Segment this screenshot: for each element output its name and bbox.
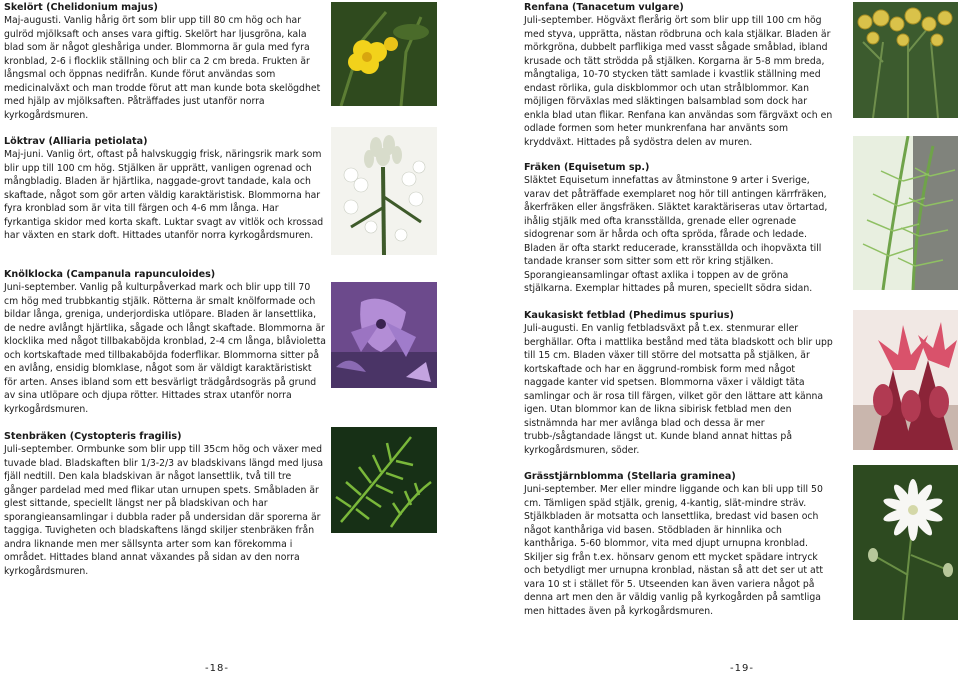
photo-stenbraken [331,427,437,533]
photo-knolklocka [331,282,437,388]
photo-renfana [853,2,958,118]
entry-title: Grässtjärnblomma (Stellaria graminea) [524,471,736,482]
pink-sedum-icon [853,310,958,450]
entry-knolklocka [4,268,326,416]
entry-title: Stenbräken (Cystopteris fragilis) [4,431,182,442]
entry-text: Maj-juni. Vanlig ört, oftast på halvskuggig frisk, näringsrik mark som blir upp till 100 cm hög. Stjälken är upprätt, vanligen ogrenad och mångbladig. Bladen är hjärtlika, naggade-grovt tandade, kala och skaftade, något som gör arten väldig karaktäristisk. Blommorna har fyra kronblad som är vita till färgen och 4-6 mm långa. Har fyrkantiga skidor med korta skaft. Luktar svagt av vitlök och krossad har växten en stark doft. Hittades utanför norra kyrkogårdsmuren. [4,149,324,242]
photo-fetblad [853,310,958,450]
right-page [480,0,960,676]
entry-grasstjarnblomma [524,470,834,618]
entry-loktrav [4,135,326,243]
entry-title: Renfana (Tanacetum vulgare) [524,2,684,13]
page-number: -18- [205,663,229,674]
entry-fetblad [524,309,834,457]
entry-text: Släktet Equisetum innefattas av åtminstone 9 arter i Sverige, varav det påträffade exemplaret nog hör till antingen kärrfräken, åkerfräken eller ängsfräken. Släktet karaktäriseras utav örtartad, ihålig stjälk med ofta kransställda, grenade eller ogrenade sidogrenar som är hårda och ofta spröda, fårade och ledade. Bladen är ofta starkt reducerade, kransställda och ihopväxta till tandade kranser som sitter som ett rör kring stjälken. Sporangieansamlingar oftast axlika i toppen av de gröna stjälkarna. Exemplar hittades på muren, speciellt södra sidan. [524,175,828,295]
entry-title: Knölklocka (Campanula rapunculoides) [4,269,216,280]
photo-grasstjarnblomma [853,465,958,620]
photo-skelort [331,2,437,106]
entry-text: Juni-september. Vanlig på kulturpåverkad mark och blir upp till 70 cm hög med trubbkantig stjälk. Rötterna är smalt knölformade och bildar långa, greniga, underjordiska utlöpare. Bladen är lansettlika, de nedre avlångt hjärtlika, sågade och långt skaftade. Blommorna är klocklika med något tillbakaböjda kronblad, 2-4 cm långa, blåvioletta och kortskaftade med tillbakaböjda foderflikar. Blommorna sitter på en avlång, ensidig blomklase, något som är väldigt karaktäristiskt för arten. Anses ibland som ett besvärligt trädgårdsogräs på grund av sina utlöpare och djupa rötter. Hittades strax utanför norra kyrkogårdsmuren. [4,282,326,415]
yellow-button-flowers-icon [853,2,958,118]
entry-skelort [4,1,326,122]
photo-loktrav [331,127,437,255]
entry-text: Juli-september. Ormbunke som blir upp till 35cm hög och växer med tuvade blad. Bladskaften blir 1/3-2/3 av bladskivans längd med ljusa fjäll nedtill. Den kala bladskivan är något lansettlik, två till tre gånger pardelad med med flikar utan urnupen spets. Småbladen är glest sittande, speciellt längst ner på bladskivan och har sporangieansamlingar i dubbla rader på undersidan där sporerna är taggiga. Tuvigheten och bladskaftens längd skiljer stenbräken från andra liknande men mer sällsynta arter som kan förekomma i området. Hittades bland annat växandes på sidan av den norra kyrkogårdsmuren. [4,444,324,577]
entry-renfana [524,1,834,149]
entry-stenbraken [4,430,326,578]
entry-title: Fräken (Equisetum sp.) [524,162,650,173]
entry-text: Maj-augusti. Vanlig hårig ört som blir upp till 80 cm hög och har gulröd mjölksaft och anses vara giftig. Skelört har ljusgröna, kala blad som är något gleshåriga under. Blommorna är gula med fyra kronblad, 2-6 i flocklik ställning och blir ca 2 cm breda. Frukten är långsmal och öppnas nedifrån. Kunde förut användas som medicinalväxt och man trodde förut att man kunde bota skelögdhet med hjälp av mjölksaften. Påträffades just utanför norra kyrkogårdsmuren. [4,15,321,121]
entry-text: Juli-september. Högväxt flerårig ört som blir upp till 100 cm hög med styva, upprätta, nästan rödbruna och kala stjälkar. Bladen är mörkgröna, dubbelt parflikiga med vasst sågade småblad, ibland krusade och tätt strödda på stjälken. Korgarna är 5-8 mm breda, mångtaliga, 10-70 stycken tätt samlade i kvastlik ställning med endast rörlika, gula diskblommor och utan strålblommor. Kan möjligen förväxlas med släktingen balsamblad som dock har enkla blad utan flikar. Renfana kan användas som färgväxt och en odlade formen som heter munkrenfana har använts som kryddväxt. Hittades på sydöstra delen av muren. [524,15,833,148]
purple-bellflower-icon [331,282,437,388]
entry-title: Löktrav (Alliaria petiolata) [4,136,148,147]
entry-title: Skelört (Chelidonium majus) [4,2,158,13]
horsetail-icon [853,136,958,290]
entry-text: Juli-augusti. En vanlig fetbladsväxt på t.ex. stenmurar eller berghällar. Ofta i mattlika bestånd med täta bladskott och blir upp till 15 cm. Bladen växer till större del motsatta på stjälken, är kortskaftade och har en äggrund-rombisk form med något naggade kanter vid spetsen. Blommorna växer i väldigt täta samlingar och är rosa till färgen, vilket gör den lättare att känna igen. Utan blommor kan de likna sibirisk fetblad men den sistnämnda har mer avlånga blad och dessa är mer trubb-/sågtandade längst ut. Kunde bland annat hittas på kyrkogårdsmuren, söder. [524,323,833,456]
yellow-flower-icon [331,2,437,106]
white-star-flower-icon [853,465,958,620]
entry-title: Kaukasiskt fetblad (Phedimus spurius) [524,310,734,321]
page-number: -19- [730,663,754,674]
entry-text: Juni-september. Mer eller mindre liggande och kan bli upp till 50 cm. Tämligen späd stjälk, grenig, 4-kantig, slät-mindre sträv. Stjälkbladen är motsatta och lansettlika, bredast vid basen och något kanthåriga vid basen. Stödbladen är hinnlika och kanthåriga. 5-60 blommor, vita med djupt urnupna kronblad. Skiljer sig från t.ex. hönsarv genom ett mycket spädare intryck och betydligt mer urnupna kronblad, nästan så att det ser ut att vara 10 st i stället för 5. Utseenden kan även variera något på denna art men den är väldig vanlig på kyrkogården på samtliga men hittades även på kyrkogårdsmuren. [524,484,823,617]
photo-fraken [853,136,958,290]
fern-icon [331,427,437,533]
entry-fraken [524,161,834,296]
white-flower-cluster-icon [331,127,437,255]
